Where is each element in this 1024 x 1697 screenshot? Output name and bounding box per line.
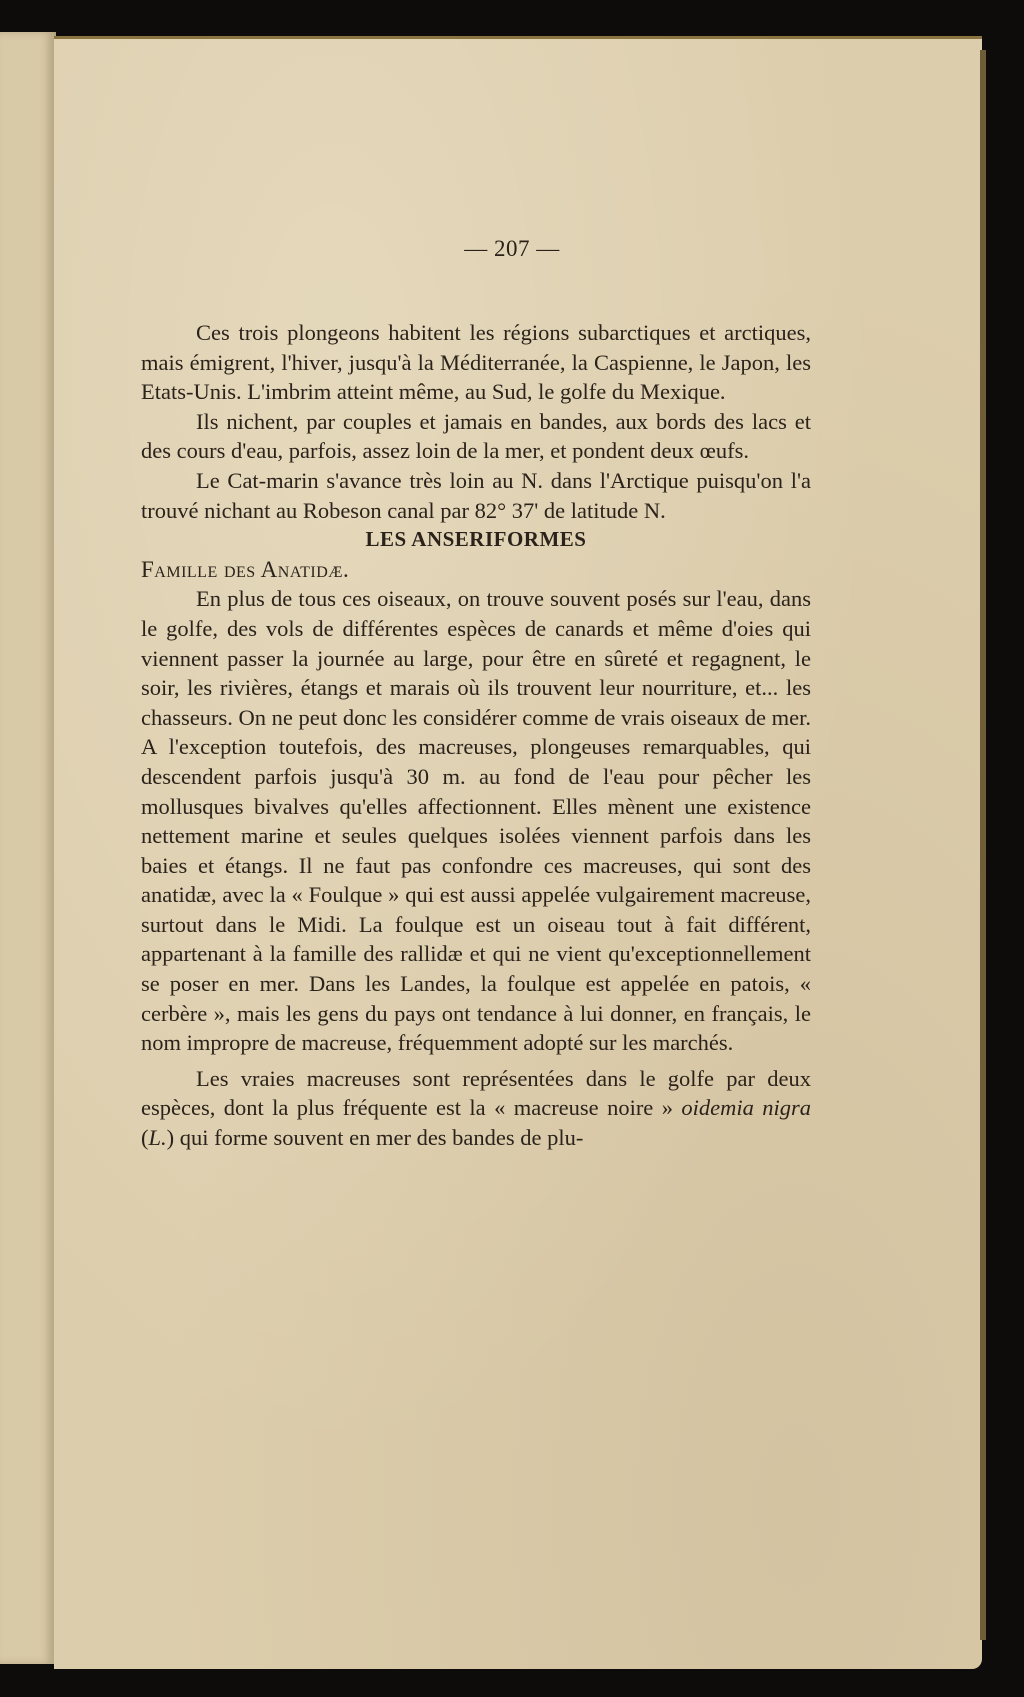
paragraph: Ils nichent, par couples et jamais en bandes, aux bords des lacs et des cours d'eau, parfois, assez loin de la mer, et pondent deux œufs. — [141, 408, 811, 464]
paragraph: Le Cat-marin s'avance très loin au N. dans l'Arctique puisqu'on l'a trouvé nichant au Robeson canal par 82° 37' de latitude N. — [141, 467, 811, 523]
paragraph: En plus de tous ces oiseaux, on trouve souvent posés sur l'eau, dans le golfe, des vols de différentes espèces de canards et même d'oies qui viennent passer la journée au large, pour être en sûreté et regagnent, le soir, les rivières, étangs et marais où ils trouvent leur nourriture, et... les chasseurs. On ne peut donc les considérer comme de vrais oiseaux de mer. A l'exception toutefois, des macreuses, plongeuses remarquables, qui descendent parfois jusqu'à 30 m. au fond de l'eau pour pêcher les mollusques bivalves qu'elles affectionnent. Elles mènent une existence nettement marine et seules quelques isolées viennent parfois dans les baies et étangs. Il ne faut pas confondre ces macreuses, qui sont des anatidæ, avec la « Foulque » qui est aussi appelée vulgairement macreuse, surtout dans le Midi. La foulque est un oiseau tout à fait différent, appartenant à la famille des rallidæ et qui ne vient qu'exceptionnellement se poser en mer. Dans les Landes, la foulque est appelée en patois, « cerbère », mais les gens du pays ont tendance à lui donner, en français, le nom impropre de macreuse, fréquemment adopté sur les marchés. — [141, 586, 811, 1056]
text-run: ( — [141, 1125, 149, 1151]
previous-page-edge — [0, 32, 56, 1664]
family-heading: Famille des Anatidæ. — [141, 556, 350, 582]
text-run: ) qui forme souvent en mer des bandes de plu- — [166, 1125, 584, 1151]
page-number: — 207 — — [464, 236, 560, 261]
paragraph: Ces trois plongeons habitent les régions subarctiques et arctiques, mais émigrent, l'hiver, jusqu'à la Méditerranée, la Caspienne, le Japon, les Etats-Unis. L'imbrim atteint même, au Sud, le golfe du Mexique. — [141, 320, 811, 405]
paragraph-last — [141, 1064, 811, 1153]
species-name: oidemia nigra — [681, 1095, 812, 1121]
section-heading: LES ANSERIFORMES — [365, 527, 587, 552]
page-stack-edge — [980, 50, 986, 1640]
body-text — [141, 318, 811, 1153]
text-run: Les vraies macreuses sont représentées dans le golfe par deux espèces, dont la plus fréquente est la « macreuse noire » — [141, 1065, 811, 1121]
species-author: L. — [148, 1125, 167, 1151]
